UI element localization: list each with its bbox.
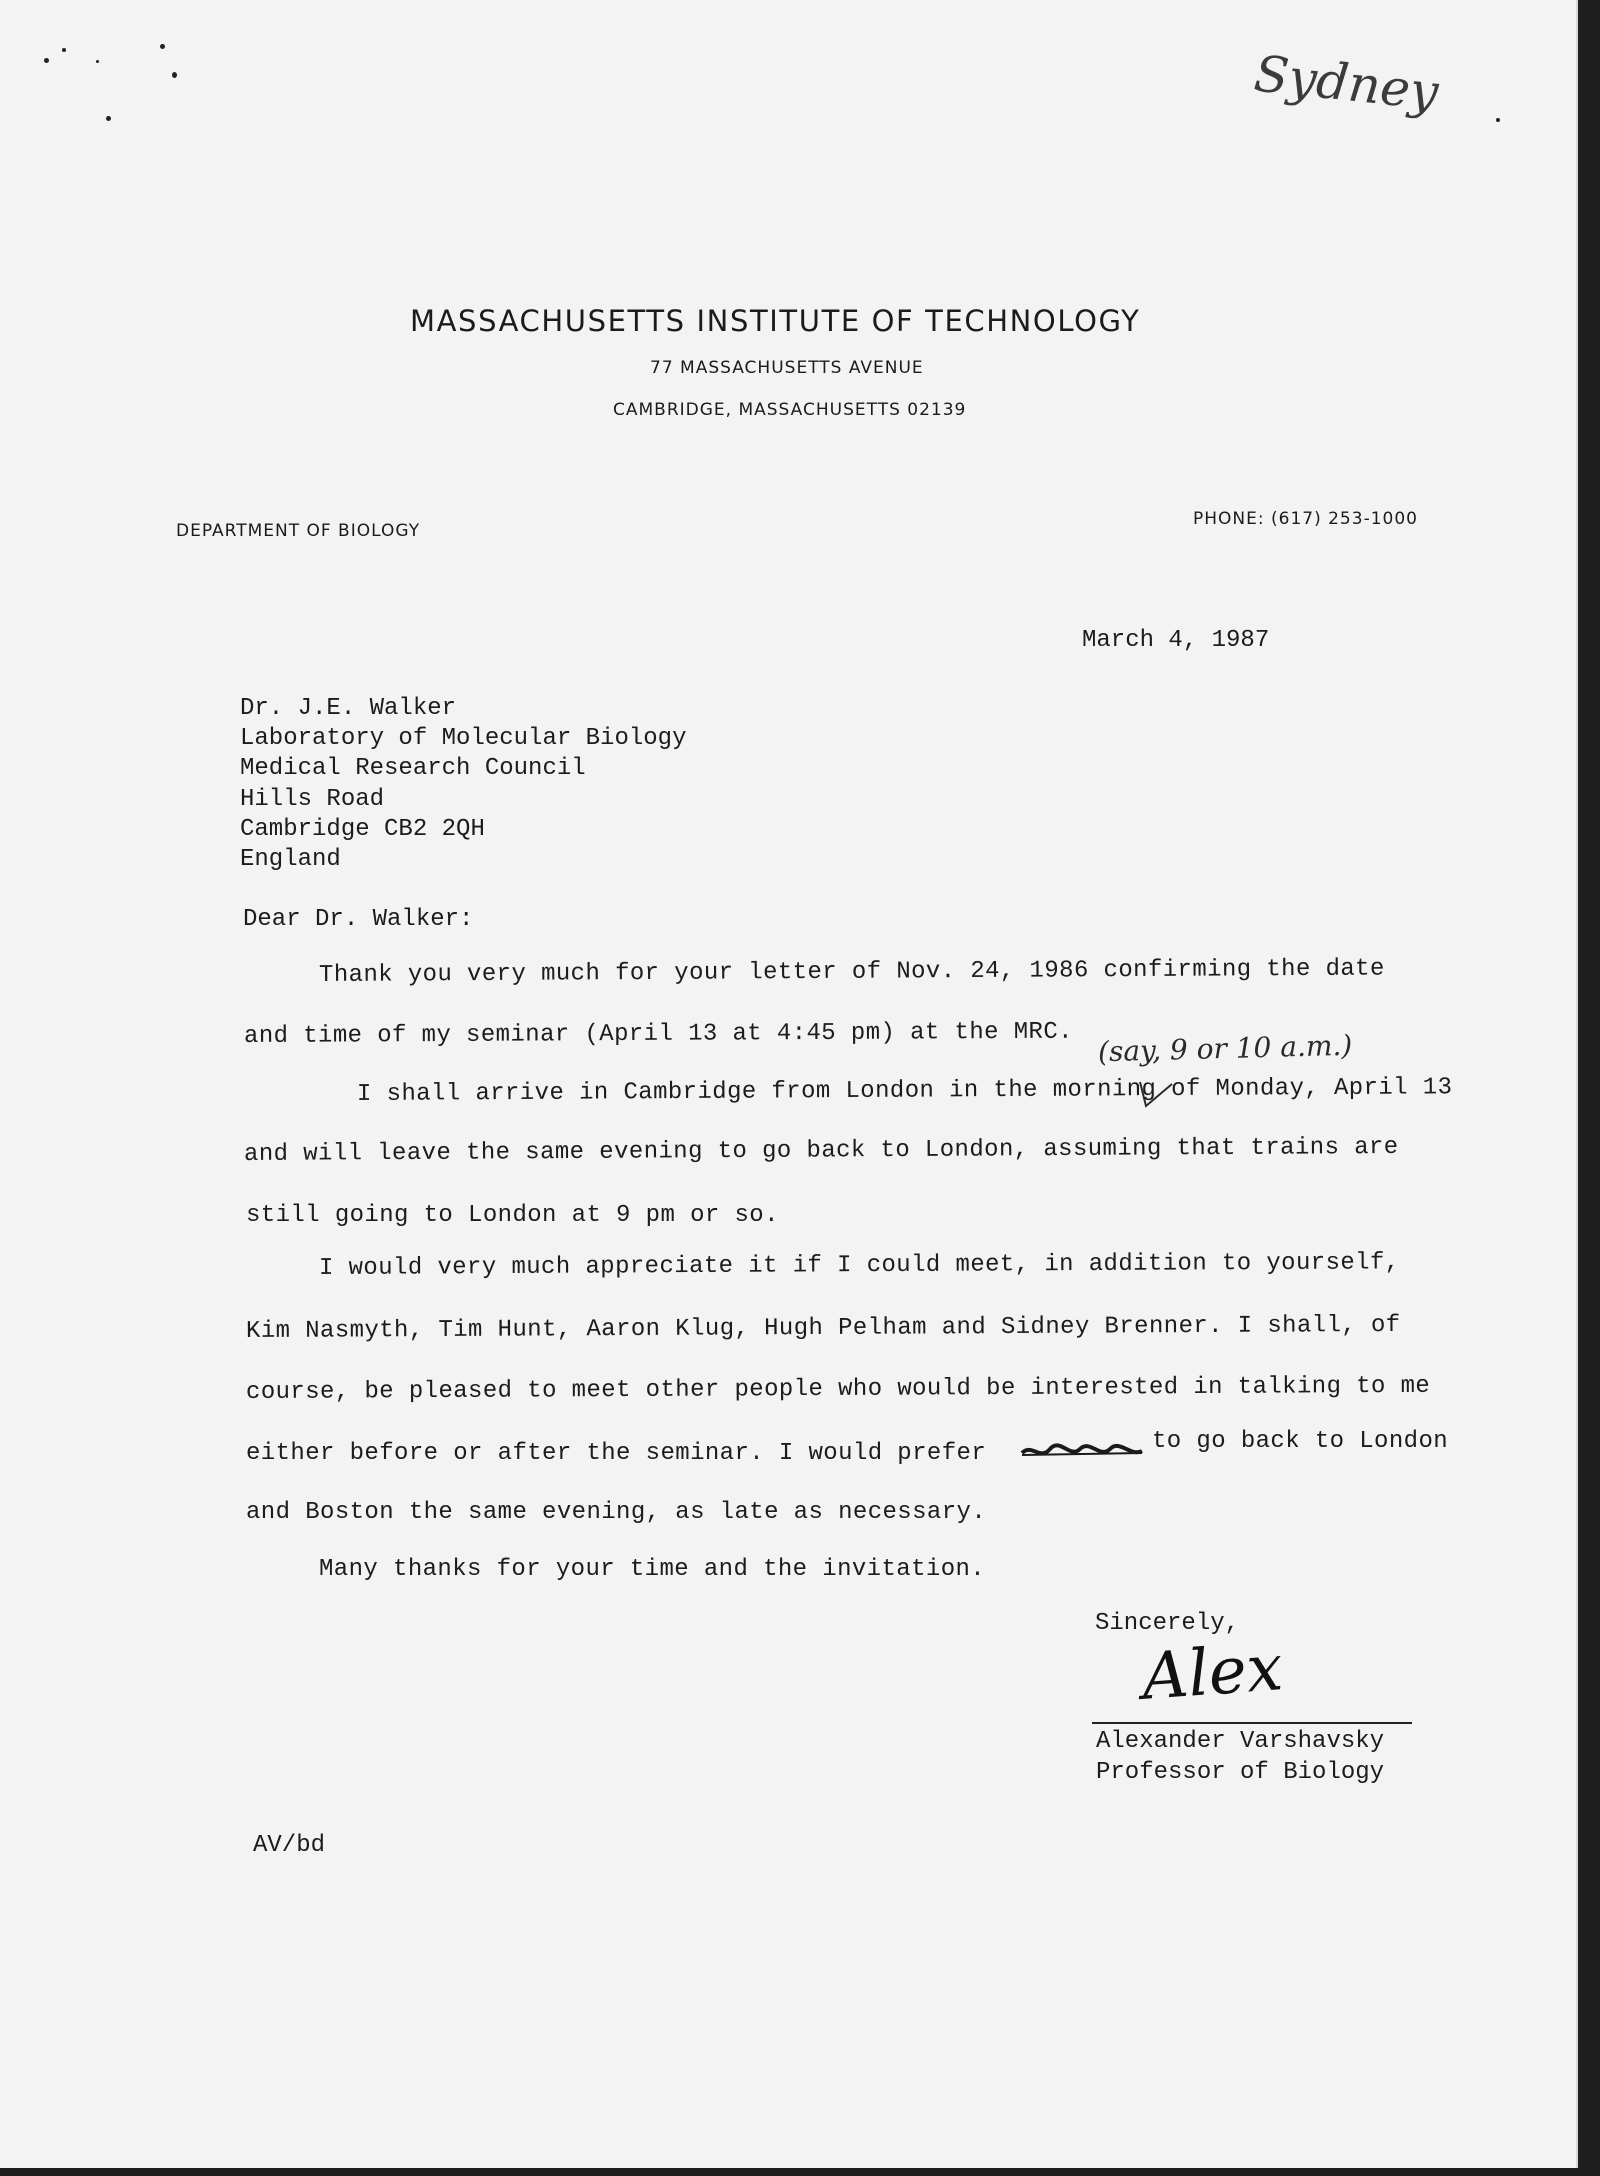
recipient-line: Medical Research Council xyxy=(240,755,586,782)
body-line: and time of my seminar (April 13 at 4:45 pm) at the MRC. xyxy=(243,1018,1073,1050)
salutation: Dear Dr. Walker: xyxy=(243,906,474,933)
closing: Sincerely, xyxy=(1095,1610,1240,1637)
signature: Alex xyxy=(1139,1631,1286,1715)
signer-name: Alexander Varshavsky xyxy=(1096,1728,1385,1755)
recipient-line: Dr. J.E. Walker xyxy=(240,695,457,722)
institution-city: CAMBRIDGE, MASSACHUSETTS 02139 xyxy=(613,400,967,420)
body-line: either before or after the seminar. I would prefer xyxy=(246,1440,987,1467)
speck-mark xyxy=(160,44,165,49)
speck-mark xyxy=(96,60,99,63)
department-name: DEPARTMENT OF BIOLOGY xyxy=(176,521,421,541)
speck-mark xyxy=(172,72,177,78)
body-line: Many thanks for your time and the invitation. xyxy=(319,1556,986,1583)
recipient-line: Laboratory of Molecular Biology xyxy=(240,725,687,752)
body-line: Thank you very much for your letter of Nov. 24, 1986 confirming the date xyxy=(318,955,1385,989)
speck-mark xyxy=(106,116,111,121)
recipient-line: Hills Road xyxy=(240,786,385,813)
recipient-line: England xyxy=(240,846,341,873)
body-line: and Boston the same evening, as late as necessary. xyxy=(246,1499,987,1526)
body-line: course, be pleased to meet other people who would be interested in talking to me xyxy=(245,1372,1431,1406)
inserted-annotation: (say, 9 or 10 a.m.) xyxy=(1097,1028,1353,1069)
body-line: and will leave the same evening to go back to London, assuming that trains are xyxy=(243,1133,1399,1168)
institution-name: MASSACHUSETTS INSTITUTE OF TECHNOLOGY xyxy=(410,304,1141,338)
recipient-line: Cambridge CB2 2QH xyxy=(240,816,485,843)
typist-initials: AV/bd xyxy=(253,1832,326,1859)
body-line: Kim Nasmyth, Tim Hunt, Aaron Klug, Hugh Pelham and Sidney Brenner. I shall, of xyxy=(245,1311,1401,1345)
signature-line xyxy=(1092,1722,1412,1724)
handwritten-note: Sydney xyxy=(1251,44,1442,122)
institution-street: 77 MASSACHUSETTS AVENUE xyxy=(650,358,924,378)
body-line: I shall arrive in Cambridge from London in the morning of Monday, April 13 xyxy=(356,1074,1453,1108)
phone-number: PHONE: (617) 253-1000 xyxy=(1193,509,1418,529)
body-line: still going to London at 9 pm or so. xyxy=(246,1202,779,1229)
scan-border-right xyxy=(1578,0,1600,2176)
body-line: to go back to London xyxy=(1152,1428,1449,1455)
speck-mark xyxy=(44,58,49,63)
letter-date: March 4, 1987 xyxy=(1082,627,1270,654)
speck-mark xyxy=(1496,118,1500,122)
speck-mark xyxy=(62,48,66,52)
body-line: I would very much appreciate it if I could meet, in addition to yourself, xyxy=(318,1249,1400,1282)
signer-title: Professor of Biology xyxy=(1096,1759,1385,1786)
scan-border-bottom xyxy=(0,2168,1600,2176)
crossed-out-word xyxy=(1018,1437,1148,1467)
